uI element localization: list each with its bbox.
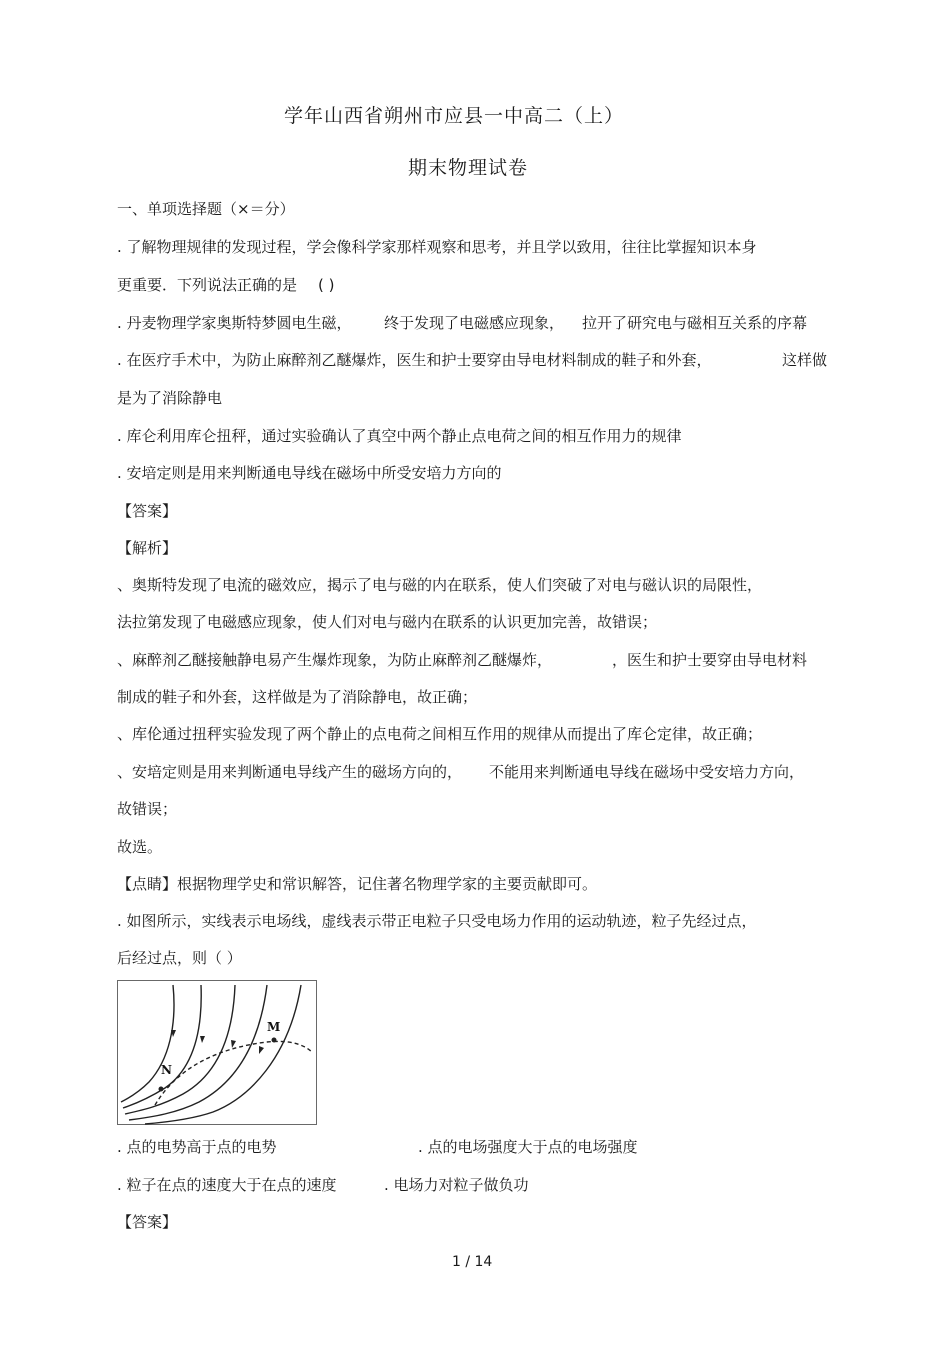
doc-title-line2: 期末物理试卷	[408, 157, 529, 179]
doc-title-line1: 学年山西省朔州市应县一中高二（上）	[284, 105, 625, 127]
field-line-4	[129, 985, 267, 1120]
q1-option-a-part3: 拉开了研究电与磁相互关系的序幕	[582, 314, 808, 332]
label-m: M	[267, 1020, 281, 1034]
arrow-2	[200, 1036, 205, 1043]
electric-field-figure	[117, 980, 317, 1125]
q1-option-a-part1: . 丹麦物理学家奥斯特梦圆电生磁，	[117, 314, 352, 332]
q1-analysis-d-line1b: 不能用来判断通电导线在磁场中受安培力方向，	[489, 763, 805, 781]
q1-option-d: . 安培定则是用来判断通电导线在磁场中所受安培力方向的	[117, 464, 502, 482]
field-line-3	[125, 985, 235, 1114]
arrow-4	[259, 1046, 264, 1054]
q1-comment: 【点睛】根据物理学史和常识解答，记住著名物理学家的主要贡献即可。	[117, 875, 598, 893]
q2-option-d: . 电场力对粒子做负功	[384, 1176, 529, 1194]
page-number: 1 / 14	[452, 1254, 493, 1270]
q1-option-c: . 库仑利用库仑扭秤，通过实验确认了真空中两个静止点电荷之间的相互作用力的规律	[117, 427, 682, 445]
q1-answer-label: 【答案】	[117, 502, 178, 520]
q2-stem-line2: 后经过点，则（ ）	[117, 949, 242, 967]
q1-analysis-label: 【解析】	[117, 539, 178, 557]
field-line-5	[145, 985, 301, 1124]
q1-analysis-a-line2: 法拉第发现了电磁感应现象，使人们对电与磁内在联系的认识更加完善，故错误；	[117, 613, 658, 631]
q1-analysis-d-line2: 故错误；	[117, 800, 178, 818]
field-line-1	[121, 985, 174, 1102]
q1-option-b-part2: 这样做	[782, 351, 828, 369]
q1-option-a-part2: 终于发现了电磁感应现象，	[384, 314, 565, 332]
point-n	[159, 1087, 164, 1092]
q1-analysis-a-line1: 、奥斯特发现了电流的磁效应，揭示了电与磁的内在联系，使人们突破了对电与磁认识的局限性，	[117, 576, 763, 594]
q1-analysis-c: 、库伦通过扭秤实验发现了两个静止的点电荷之间相互作用的规律从而提出了库仑定律，故正确；	[117, 725, 763, 743]
point-m	[272, 1038, 277, 1043]
q1-option-b-part1: . 在医疗手术中，为防止麻醉剂乙醚爆炸，医生和护士要穿由导电材料制成的鞋子和外套，	[117, 351, 712, 369]
q2-option-c: . 粒子在点的速度大于在点的速度	[117, 1176, 337, 1194]
field-lines-diagram	[117, 980, 317, 1125]
q2-stem-line1: . 如图所示，实线表示电场线，虚线表示带正电粒子只受电场力作用的运动轨迹，粒子先经过点，	[117, 912, 757, 930]
q2-answer-label: 【答案】	[117, 1213, 178, 1231]
q1-conclusion: 故选。	[117, 838, 163, 856]
q1-stem-paren: ( )	[318, 276, 335, 294]
q1-analysis-b-line1a: 、麻醉剂乙醚接触静电易产生爆炸现象，为防止麻醉剂乙醚爆炸，	[117, 651, 553, 669]
arrow-3	[231, 1040, 236, 1048]
q1-analysis-d-line1a: 、安培定则是用来判断通电导线产生的磁场方向的，	[117, 763, 463, 781]
q2-option-b: . 点的电场强度大于点的电场强度	[418, 1138, 638, 1156]
q1-analysis-b-line2: 制成的鞋子和外套，这样做是为了消除静电，故正确；	[117, 688, 478, 706]
q1-stem-line2: 更重要．下列说法正确的是	[117, 276, 298, 294]
section-heading: 一、单项选择题（×＝分）	[117, 200, 295, 218]
q1-analysis-b-line1b: ，医生和护士要穿由导电材料	[612, 651, 808, 669]
q1-option-b-part3: 是为了消除静电	[117, 389, 223, 407]
q2-option-a: . 点的电势高于点的电势	[117, 1138, 277, 1156]
label-n: N	[161, 1063, 172, 1077]
q1-stem-line1: . 了解物理规律的发现过程，学会像科学家那样观察和思考，并且学以致用，往往比掌握知识本身	[117, 238, 757, 256]
